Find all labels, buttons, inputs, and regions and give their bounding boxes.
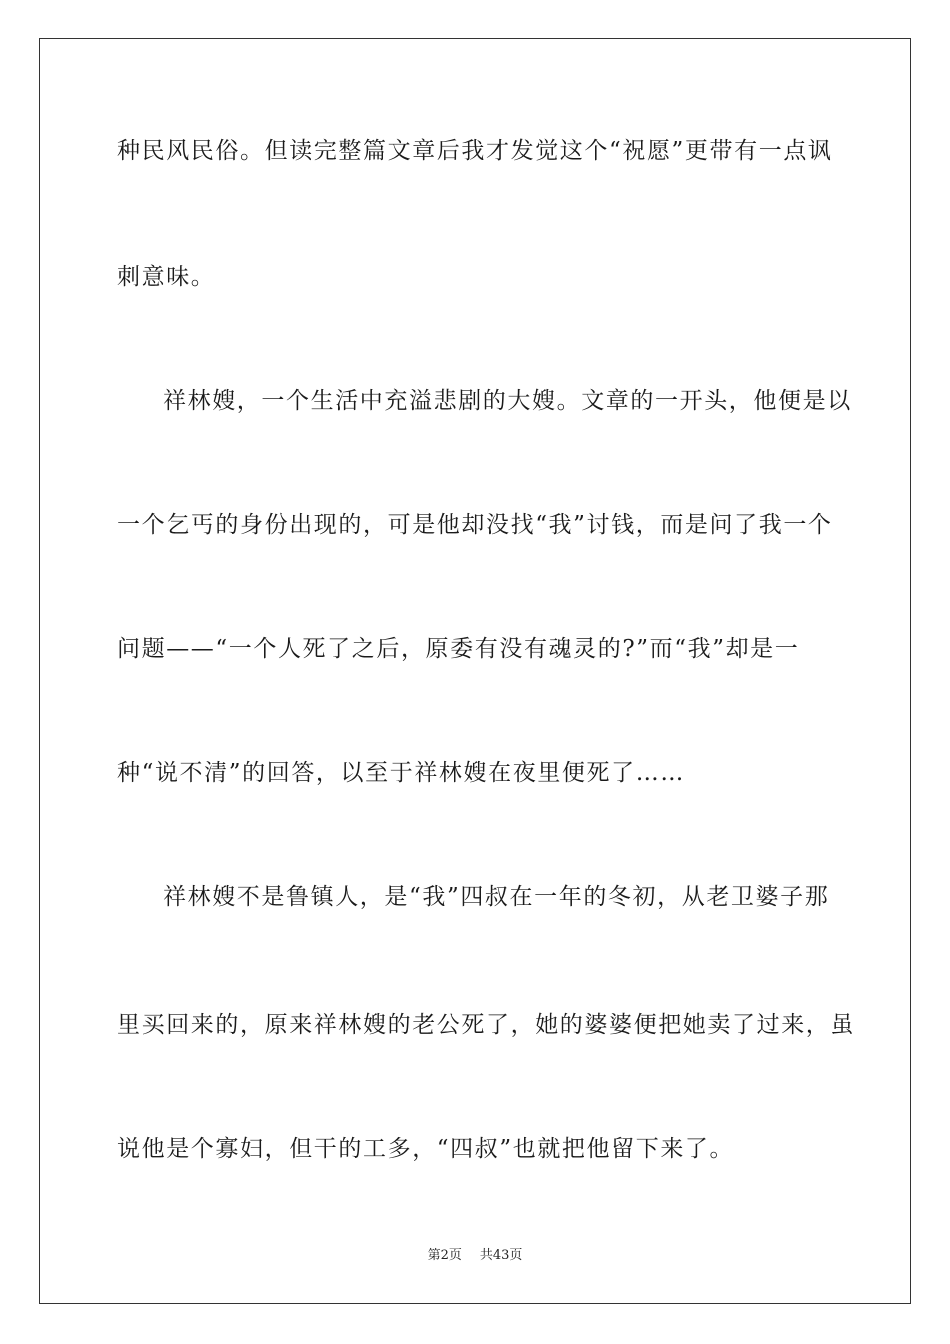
text-line-4: 一个乞丐的身份出现的，可是他却没找“我”讨钱，而是问了我一个 [117,512,833,538]
text-line-7: 祥林嫂不是鲁镇人，是“我”四叔在一年的冬初，从老卫婆子那 [163,884,830,910]
text-line-6: 种“说不清”的回答，以至于祥林嫂在夜里便死了…… [117,760,685,786]
text-line-3: 祥林嫂，一个生活中充溢悲剧的大嫂。文章的一开头，他便是以 [163,388,852,414]
page-footer [0,1248,950,1264]
page-number: 第2页 [427,1248,462,1263]
text-line-9: 说他是个寡妇，但干的工多，“四叔”也就把他留下来了。 [117,1136,735,1162]
text-line-2: 刺意味。 [117,264,216,290]
text-line-8: 里买回来的，原来祥林嫂的老公死了，她的婆婆便把她卖了过来，虽 [117,1012,855,1038]
text-line-5: 问题——“一个人死了之后，原委有没有魂灵的?”而“我”却是一 [117,636,800,662]
page-total: 共43页 [479,1248,523,1263]
page-border [39,38,911,1304]
text-line-1: 种民风民俗。但读完整篇文章后我才发觉这个“祝愿”更带有一点讽 [117,138,833,164]
